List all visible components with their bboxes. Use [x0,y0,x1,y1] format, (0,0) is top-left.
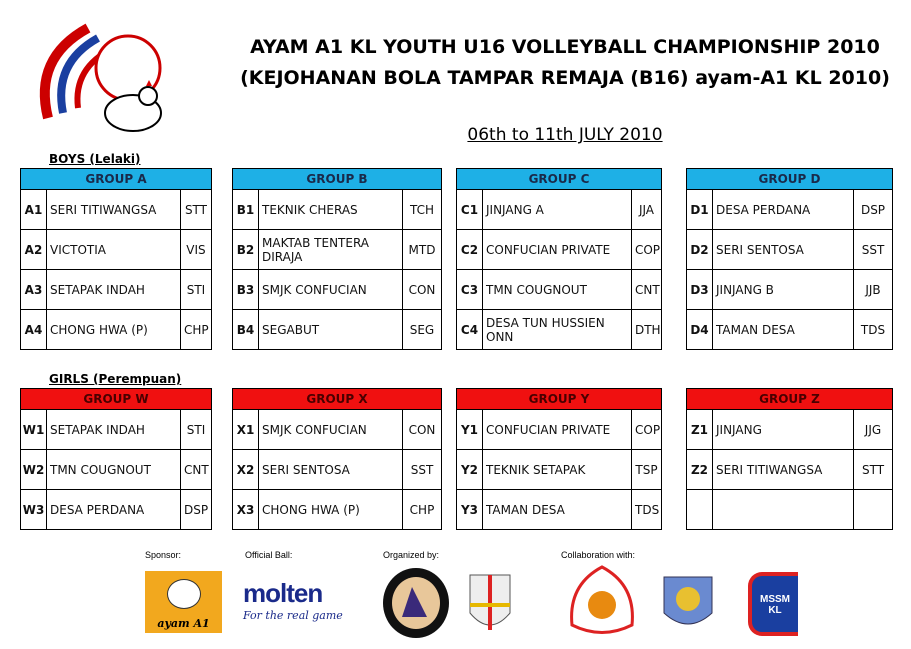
team-name: SERI TITIWANGSA [713,450,854,490]
ayam-a1-logo [145,571,222,633]
team-code: X1 [233,410,259,450]
group-header: GROUP B [233,169,442,190]
group-header-row [457,169,662,190]
group-header-row [21,169,212,190]
team-abbreviation: JJB [854,270,893,310]
team-code: D1 [687,190,713,230]
team-code: A3 [21,270,47,310]
team-name: CONFUCIAN PRIVATE [483,230,632,270]
team-row [457,310,662,350]
molten-logo [243,578,353,622]
team-abbreviation: STT [180,190,211,230]
group-table-z [686,388,893,530]
team-name: CHONG HWA (P) [47,310,181,350]
team-code: D4 [687,310,713,350]
team-abbreviation: COP [631,230,661,270]
team-abbreviation: STI [180,270,211,310]
team-abbreviation: COP [632,410,662,450]
boys-label: BOYS (Lelaki) [49,152,141,166]
group-header: GROUP C [457,169,662,190]
group-table-c [456,168,662,350]
team-code: C3 [457,270,483,310]
title-line-1: AYAM A1 KL YOUTH U16 VOLLEYBALL CHAMPIONSHIP 2010 [250,36,880,58]
molten-wordmark: molten [243,578,323,608]
group-header: GROUP Y [457,389,662,410]
team-code: W1 [21,410,47,450]
organized-by-label: Organized by: [383,550,440,560]
team-code: B2 [233,230,259,270]
team-abbreviation: SST [854,230,893,270]
team-code: W3 [21,490,47,530]
group-header-row [233,169,442,190]
team-name [713,490,854,530]
ayam-logo-text: ayam A1 [157,617,210,630]
group-table-d [686,168,893,350]
team-code: A2 [21,230,47,270]
event-date: 06th to 11th JULY 2010 [467,125,663,145]
collaboration-emblem-icon [566,565,638,637]
group-table-x [232,388,442,530]
team-row [687,410,893,450]
team-code: A1 [21,190,47,230]
collaboration-label: Collaboration with: [561,550,636,560]
team-abbreviation: DTH [631,310,661,350]
team-row [21,410,212,450]
team-row [21,270,212,310]
team-row [457,230,662,270]
team-abbreviation: SST [403,450,442,490]
team-row [21,450,212,490]
team-abbreviation: CNT [181,450,212,490]
team-name: JINJANG [713,410,854,450]
team-abbreviation: VIS [180,230,211,270]
team-row [233,190,442,230]
team-row [233,450,442,490]
team-row [21,490,212,530]
team-name: DESA PERDANA [47,490,181,530]
team-code: W2 [21,450,47,490]
molten-tagline: For the real game [243,609,343,622]
team-code: B1 [233,190,259,230]
group-table-y [456,388,662,530]
group-header: GROUP A [21,169,212,190]
team-row [457,490,662,530]
team-code: Z1 [687,410,713,450]
team-abbreviation: SEG [402,310,441,350]
team-row [687,190,893,230]
official-ball-label: Official Ball: [245,550,293,560]
team-name: SETAPAK INDAH [47,410,181,450]
team-abbreviation: CON [402,270,441,310]
team-row [687,230,893,270]
group-header-row [21,389,212,410]
team-name: TEKNIK SETAPAK [483,450,632,490]
team-row [233,310,442,350]
team-name: TAMAN DESA [483,490,632,530]
team-abbreviation: TCH [402,190,441,230]
team-row [233,270,442,310]
team-row [687,310,893,350]
team-row [233,490,442,530]
team-code: Y3 [457,490,483,530]
team-row [233,230,442,270]
girls-label: GIRLS (Perempuan) [49,372,182,386]
group-header-row [233,389,442,410]
team-code: D3 [687,270,713,310]
kl-education-crest-icon [660,565,716,635]
team-abbreviation: JJG [853,410,892,450]
team-name: DESA TUN HUSSIEN ONN [483,310,632,350]
team-code: X2 [233,450,259,490]
group-header-row [687,389,893,410]
team-row [687,270,893,310]
team-code: B4 [233,310,259,350]
team-name: TEKNIK CHERAS [259,190,403,230]
team-name: TMN COUGNOUT [47,450,181,490]
team-abbreviation: TDS [854,310,893,350]
team-abbreviation: CNT [631,270,661,310]
team-abbreviation: JJA [631,190,661,230]
team-code: Z2 [687,450,713,490]
team-abbreviation: MTD [402,230,441,270]
team-abbreviation: DSP [854,190,893,230]
group-header: GROUP Z [687,389,893,410]
team-code [687,490,713,530]
team-abbreviation: DSP [181,490,212,530]
team-code: B3 [233,270,259,310]
team-code: C4 [457,310,483,350]
team-name: JINJANG A [483,190,632,230]
team-row [21,230,212,270]
group-header: GROUP D [687,169,893,190]
team-abbreviation [853,490,892,530]
team-name: TAMAN DESA [713,310,854,350]
sponsor-label: Sponsor: [145,550,182,560]
team-name: SMJK CONFUCIAN [259,410,403,450]
team-abbreviation: STT [853,450,892,490]
team-code: Y1 [457,410,483,450]
team-code: C2 [457,230,483,270]
team-row [687,490,893,530]
group-header-row [687,169,893,190]
team-code: D2 [687,230,713,270]
team-code: C1 [457,190,483,230]
mssm-logo-text: MSSM KL [760,594,790,616]
team-row [457,410,662,450]
team-name: SEGABUT [259,310,403,350]
team-name: JINJANG B [713,270,854,310]
group-table-a [20,168,212,350]
group-header: GROUP W [21,389,212,410]
team-row [21,310,212,350]
group-header-row [457,389,662,410]
team-code: A4 [21,310,47,350]
team-abbreviation: TSP [632,450,662,490]
team-abbreviation: STI [181,410,212,450]
organizer-emblem-icon [382,567,450,639]
team-row [21,190,212,230]
team-code: X3 [233,490,259,530]
team-row [457,190,662,230]
group-table-w [20,388,212,530]
group-table-b [232,168,442,350]
team-row [687,450,893,490]
team-name: MAKTAB TENTERA DIRAJA [259,230,403,270]
team-name: TMN COUGNOUT [483,270,632,310]
team-row [457,270,662,310]
group-header: GROUP X [233,389,442,410]
shield-crest-icon [468,573,512,637]
team-abbreviation: CON [403,410,442,450]
team-name: CONFUCIAN PRIVATE [483,410,632,450]
team-abbreviation: TDS [632,490,662,530]
championship-logo [28,18,178,136]
team-row [233,410,442,450]
team-name: DESA PERDANA [713,190,854,230]
team-name: VICTOTIA [47,230,181,270]
team-name: SERI TITIWANGSA [47,190,181,230]
team-name: SERI SENTOSA [259,450,403,490]
team-name: SERI SENTOSA [713,230,854,270]
team-abbreviation: CHP [403,490,442,530]
title-line-2: (KEJOHANAN BOLA TAMPAR REMAJA (B16) ayam-A1 KL 2010) [240,67,890,89]
team-name: SMJK CONFUCIAN [259,270,403,310]
team-abbreviation: CHP [180,310,211,350]
mssm-kl-logo [748,572,798,636]
team-code: Y2 [457,450,483,490]
team-name: CHONG HWA (P) [259,490,403,530]
team-name: SETAPAK INDAH [47,270,181,310]
team-row [457,450,662,490]
